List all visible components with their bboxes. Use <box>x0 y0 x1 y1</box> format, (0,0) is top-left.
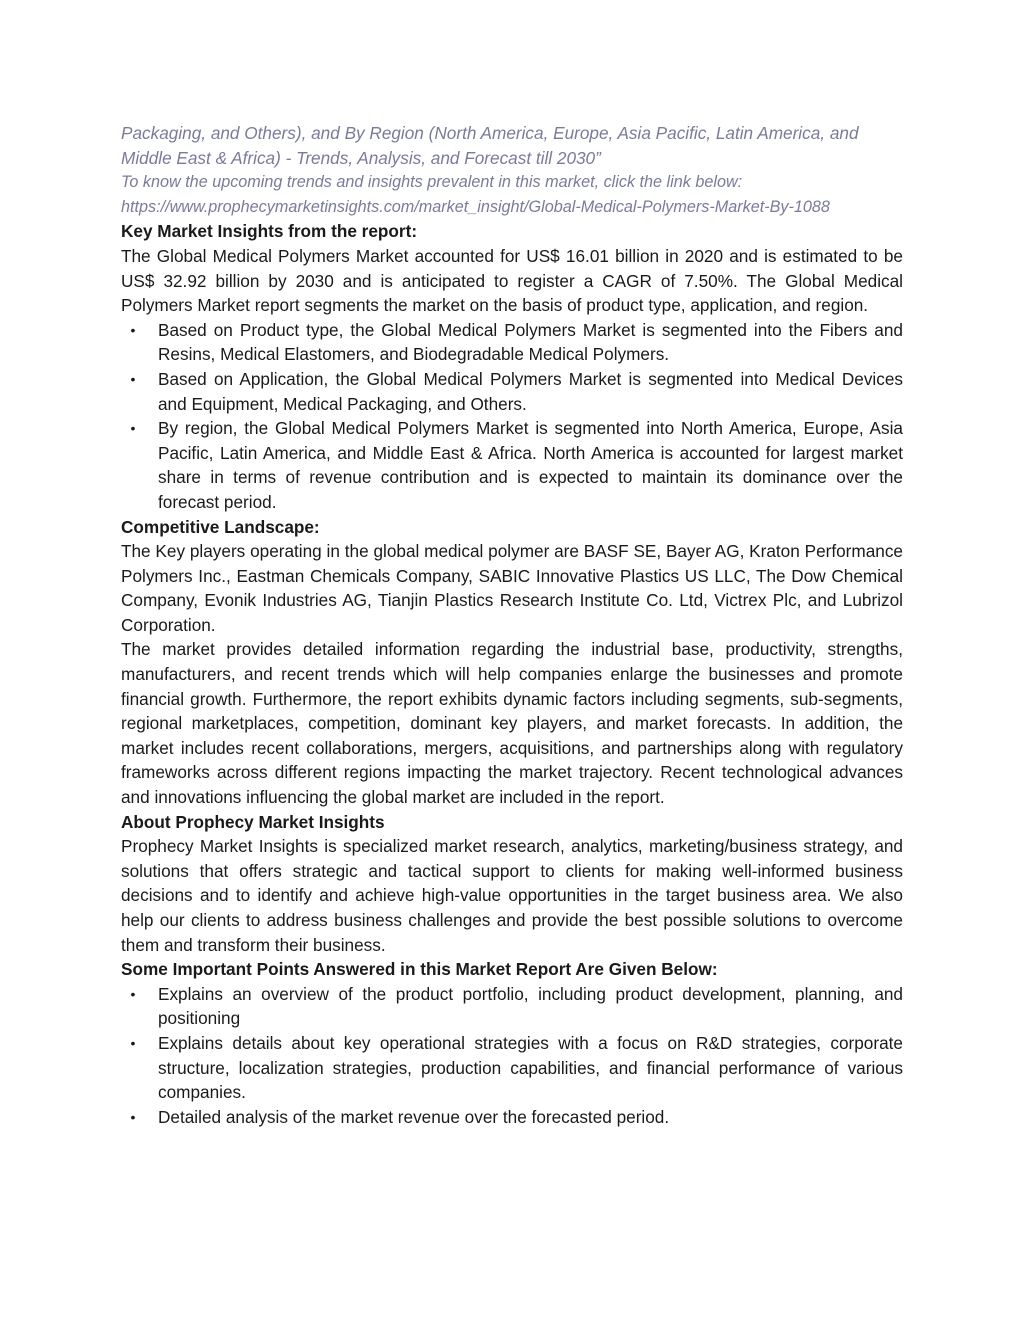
list-item <box>121 318 903 367</box>
bullet-icon: • <box>130 1108 136 1125</box>
list-item <box>121 367 903 416</box>
cta-text: To know the upcoming trends and insights prevalent in this market, click the link below: <box>121 173 743 192</box>
list-item-text: Explains an overview of the product portfolio, including product development, planning, and positioning <box>158 983 903 1029</box>
list-item-text: Based on Product type, the Global Medical Polymers Market is segmented into the Fibers and Resins, Medical Elastomers, and Biodegradable Medical Polymers. <box>158 319 903 365</box>
bullet-icon: • <box>130 370 136 387</box>
intro-section <box>121 121 903 219</box>
list-item-text: By region, the Global Medical Polymers Market is segmented into North America, Europe, Asia Pacific, Latin America, and Middle East & Africa. North America is accounted for largest market share in terms of revenue contribution and is expected to maintain its dominance over the forecast period. <box>158 418 903 512</box>
list-item-text: Detailed analysis of the market revenue over the forecasted period. <box>158 1106 670 1127</box>
bullet-icon: • <box>130 420 136 437</box>
list-item <box>121 982 903 1031</box>
competitive-heading: Competitive Landscape: <box>121 516 320 537</box>
bullet-icon: • <box>130 1034 136 1051</box>
points-list <box>121 982 903 1130</box>
report-link[interactable]: https://www.prophecymarketinsights.com/market_insight/Global-Medical-Polymers-Market-By-1088 <box>121 197 830 216</box>
report-title-tail: Packaging, and Others), and By Region (North America, Europe, Asia Pacific, Latin America, and Middle East & Africa) - Trends, Analysis, and Forecast till 2030” <box>121 123 859 168</box>
list-item <box>121 1031 903 1105</box>
list-item-text: Explains details about key operational strategies with a focus on R&D strategies, corporate structure, localization strategies, production capabilities, and financial performance of various companies. <box>158 1032 903 1103</box>
list-item-text: Based on Application, the Global Medical Polymers Market is segmented into Medical Devices and Equipment, Medical Packaging, and Others. <box>158 368 903 414</box>
bullet-icon: • <box>130 985 136 1002</box>
bullet-icon: • <box>130 321 136 338</box>
key-insights-heading: Key Market Insights from the report: <box>121 221 418 242</box>
about-heading: About Prophecy Market Insights <box>121 811 385 832</box>
list-item <box>121 1105 903 1130</box>
document-page <box>121 121 903 1129</box>
list-item <box>121 416 903 514</box>
key-insights-list <box>121 318 903 515</box>
key-insights-paragraph: The Global Medical Polymers Market accounted for US$ 16.01 billion in 2020 and is estimated to be US$ 32.92 billion by 2030 and is anticipated to register a CAGR of 7.50%. The Global Medical Polymers Market report segments the market on the basis of product type, application, and region. <box>121 245 903 316</box>
points-heading: Some Important Points Answered in this Market Report Are Given Below: <box>121 959 718 980</box>
about-paragraph: Prophecy Market Insights is specialized market research, analytics, marketing/business strategy, and solutions that offers strategic and tactical support to clients for making well-informed business decisions and to identify and achieve high-value opportunities in the target business area. We also help our clients to address business challenges and provide the best possible solutions to overcome them and transform their business. <box>121 836 903 955</box>
competitive-paragraph-players: The Key players operating in the global medical polymer are BASF SE, Bayer AG, Kraton Performance Polymers Inc., Eastman Chemicals Company, SABIC Innovative Plastics US LLC, The Dow Chemical Company, Evonik Industries AG, Tianjin Plastics Research Institute Co. Ltd, Victrex Plc, and Lubrizol Corporation. <box>121 541 903 635</box>
competitive-paragraph-details: The market provides detailed information regarding the industrial base, productivity, strengths, manufacturers, and recent trends which will help companies enlarge the businesses and promote financial growth. Furthermore, the report exhibits dynamic factors including segments, sub-segments, regional marketplaces, competition, dominant key players, and market forecasts. In addition, the market includes recent collaborations, mergers, acquisitions, and partnerships along with regulatory frameworks across different regions impacting the market trajectory. Recent technological advances and innovations influencing the global market are included in the report. <box>121 639 903 808</box>
